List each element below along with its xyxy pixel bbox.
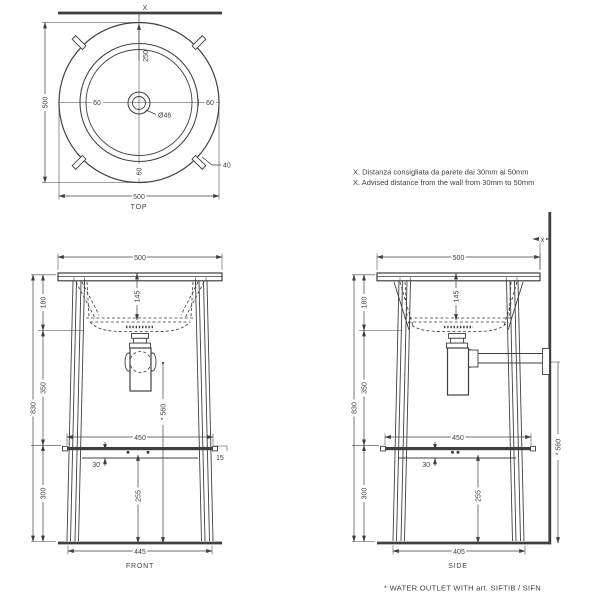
dim-side-base-width: 405: [453, 549, 465, 556]
dim-front-under-shelf: 255: [135, 490, 143, 502]
shelf-front: [63, 446, 218, 458]
top-view-title: TOP: [130, 204, 148, 211]
side-wall-mark-label: x: [540, 236, 545, 244]
dim-side-under-shelf: 255: [475, 490, 483, 502]
dim-tab-size: 40: [223, 162, 231, 170]
top-view: [40, 5, 231, 211]
dim-rim-right: 60: [206, 100, 214, 107]
side-view-title: SIDE: [448, 563, 468, 570]
dim-front-outlet-height: * 560: [160, 403, 168, 421]
countertop-side: [377, 273, 540, 281]
wall-distance-note-en: X. Advised distance from the wall from 30mm to 50mm: [353, 178, 535, 187]
dim-side-outlet-height: * 560: [555, 438, 563, 456]
dim-front-width: 500: [134, 255, 146, 262]
dim-side-shelf-width: 450: [452, 435, 464, 442]
front-view-dimensions: [28, 253, 227, 557]
dim-top-depth: 500: [42, 96, 50, 109]
side-view: [349, 212, 562, 570]
dim-front-shelf-width: 450: [134, 435, 146, 442]
front-view-title: FRONT: [125, 563, 155, 570]
dim-front-shelf-gap: 30: [92, 462, 100, 469]
dim-front-lower-height: 300: [40, 487, 48, 500]
top-wall-mark-label: X: [142, 5, 148, 12]
dim-top-width: 500: [133, 194, 145, 201]
siphon-trap-front: [125, 334, 156, 392]
dim-front-bowl-depth: 145: [134, 290, 142, 303]
front-view: [28, 253, 227, 571]
legs-side: [393, 281, 524, 541]
dim-front-total-height: 830: [30, 402, 38, 414]
dim-front-shelf-pin: 15: [216, 455, 224, 462]
dim-side-total-height: 830: [351, 402, 359, 414]
dim-top-radius: 250: [143, 50, 150, 62]
siphon-trap-side: [447, 334, 550, 396]
dim-side-lower-height: 300: [361, 487, 369, 500]
dim-side-width: 500: [452, 255, 465, 262]
dim-front-base-width: 445: [134, 549, 146, 556]
dim-side-mid-height: 350: [361, 382, 369, 394]
dim-side-bowl-depth: 145: [453, 290, 461, 303]
dim-front-basin-height: 180: [40, 296, 48, 309]
dim-rim-left: 60: [93, 100, 101, 107]
dim-drain-diameter: Ø46: [158, 112, 172, 120]
wall-flange: [543, 349, 550, 375]
wall-distance-note-it: X. Distanza consigliata da parete dai 30mm ai 50mm: [353, 167, 529, 177]
dim-front-mid-height: 350: [40, 382, 48, 394]
water-outlet-note: * WATER OUTLET WITH art. SIFTIB / SIFN: [384, 583, 542, 593]
dim-rim-bottom: 60: [136, 167, 144, 176]
dim-side-basin-height: 180: [361, 296, 369, 309]
dim-side-shelf-gap: 30: [422, 462, 430, 469]
countertop-front: [58, 273, 222, 281]
shelf-side: [381, 446, 536, 458]
